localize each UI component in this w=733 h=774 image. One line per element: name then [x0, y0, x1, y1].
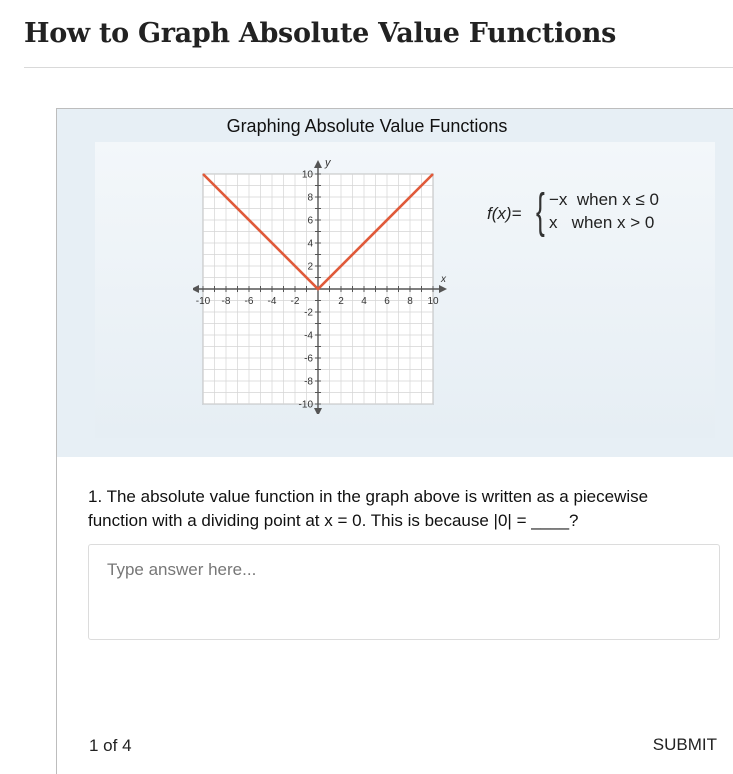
y-tick-label: -4 [304, 331, 313, 342]
question-card [56, 108, 733, 774]
submit-button[interactable]: SUBMIT [617, 728, 717, 762]
y-axis-arrow-up [314, 160, 322, 168]
x-axis-arrow-left [193, 285, 199, 293]
figure-band [57, 109, 733, 457]
y-tick-label: 2 [307, 262, 313, 273]
x-tick-label: 2 [338, 296, 344, 307]
y-tick-label: 10 [302, 170, 314, 181]
question-text: 1. The absolute value function in the graph above is written as a piecewise function with a dividing point at x = 0. This is because |0| = ____? [88, 485, 708, 533]
x-tick-label: 10 [427, 296, 439, 307]
absolute-value-graph [193, 154, 463, 414]
answer-input[interactable] [88, 544, 720, 640]
x-tick-label: -6 [245, 296, 254, 307]
title-divider [24, 67, 733, 68]
x-tick-label: -2 [291, 296, 300, 307]
y-tick-label: -6 [304, 354, 313, 365]
figure-panel [95, 142, 715, 438]
x-axis-label: x [440, 274, 447, 285]
x-tick-label: -10 [196, 296, 211, 307]
page-title: How to Graph Absolute Value Functions [24, 18, 616, 49]
x-tick-label: -4 [268, 296, 277, 307]
x-axis-arrow-right [439, 285, 447, 293]
y-tick-label: 8 [307, 193, 313, 204]
y-tick-label: 4 [307, 239, 313, 250]
formula-lhs: f(x)= [487, 204, 521, 224]
x-tick-label: -8 [222, 296, 231, 307]
y-tick-label: -10 [299, 400, 314, 411]
x-tick-label: 8 [407, 296, 413, 307]
formula-brace: { [536, 188, 545, 236]
y-tick-label: -8 [304, 377, 313, 388]
page-counter: 1 of 4 [89, 736, 132, 756]
x-tick-label: 6 [384, 296, 390, 307]
y-tick-label: 6 [307, 216, 313, 227]
x-tick-label: 4 [361, 296, 367, 307]
y-tick-label: -2 [304, 308, 313, 319]
formula-case-1: −x when x ≤ 0 [549, 190, 659, 210]
piecewise-formula [487, 188, 697, 242]
y-axis-arrow-down [314, 408, 322, 414]
y-axis-label: y [324, 157, 332, 169]
figure-caption: Graphing Absolute Value Functions [57, 116, 677, 137]
formula-case-2: x when x > 0 [549, 213, 654, 233]
